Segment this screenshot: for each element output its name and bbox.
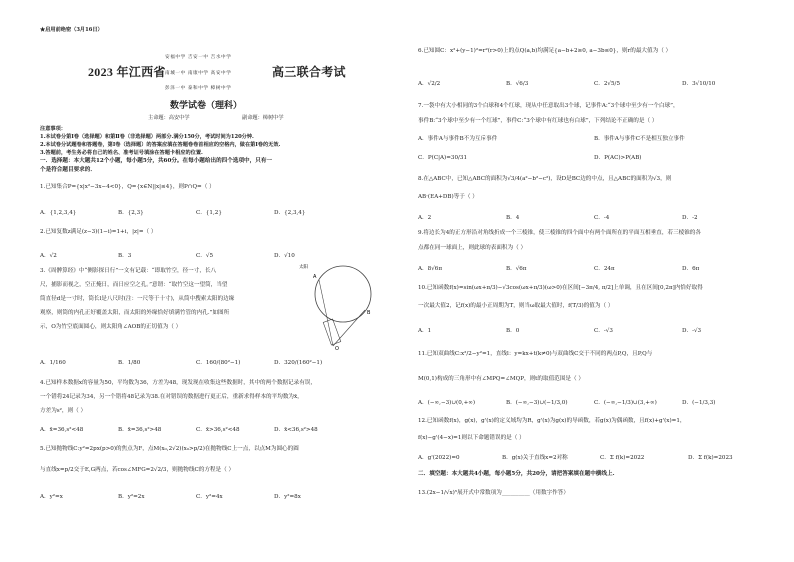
- q9-stem-line: 9.将边长为4的正方形沿对角线折成一个三棱锥，使三棱锥的四个面中有两个面所在的平面互相垂直，若三棱锥的各: [418, 230, 701, 236]
- q2-option-a: A．√2: [40, 253, 57, 259]
- q2-option-d: D．√10: [274, 253, 295, 259]
- q11-option-d: D．(−1/3,3): [682, 400, 716, 406]
- q10-option-a: A．1: [418, 328, 432, 334]
- q1-stem: 1.已知集合P={x|x²−3x−4<0}，Q={x∈N||x|≤4}，则P∩Q=（ ）: [40, 184, 215, 190]
- q7-option-a: A．事件A与事件B不为互斥事件: [418, 136, 498, 142]
- q4-stem-line: 一个错将24记录为34，另一个错将48记录为38.在对错误的数据进行更正后，重新求得样本的平均数为x̄，: [40, 394, 303, 400]
- q6-stem: 6.已知圆C：x²+(y−1)²=r²(r>0)上的点Q(a,b)均满足{a−b+2≥0, a−3b≤0}，则r的最大值为（ ）: [418, 48, 672, 54]
- q8-stem-line: 8.在△ABC中，已知△ABC的面积为√3/4(a²−b²−c²)，设D是BC边的中点，且△ABC的面积为√3，则: [418, 176, 672, 182]
- schools-line-1: 安福中学 吉安一中 吉水中学: [165, 55, 232, 60]
- left-column: [0, 0, 390, 562]
- q12-option-d: D．Σ f(k)=2023: [688, 455, 733, 461]
- q7-option-c: C．P(C|A)=30/31: [418, 155, 468, 161]
- q12-option-b: B．g(x)关于直线x=2对称: [502, 455, 568, 461]
- q7-stem-line: 7.一袋中有大小相同的3个白球和4个红球，现从中任意取出3个球，记事件A:“3个球中至少有一个白球”，: [418, 103, 679, 109]
- q10-stem-line: 一次最大值2，记f(x)的最小正周期为T，则当ω取最大值时，f(T/3)的值为（ ）: [418, 303, 614, 309]
- q4-stem-line: 方差为s²，则（ ）: [40, 408, 87, 414]
- q3-stem-line: 示，O为竹空底面圆心，则太阳角∠AOB的正切值为（ ）: [40, 324, 182, 330]
- q5-stem-line: 与直线x=p/2交于E,G两点，若cos∠MFG=2√2/3，则抛物线C的方程是（ ）: [40, 467, 235, 473]
- q2-option-c: C．√5: [196, 253, 213, 259]
- q3-option-c: C．160/(80²−1): [196, 360, 241, 366]
- q11-stem-line: M(0,1)构成的三角形中有∠MPQ=∠MQP，则t的取值范围是（ ）: [418, 376, 584, 382]
- q10-option-d: D．-√3: [682, 328, 702, 334]
- section2-heading: 二．填空题：本大题共4小题，每小题5分，共20分，请把答案填在题中横线上.: [418, 471, 615, 477]
- label-a: A: [313, 274, 317, 280]
- schools-line-3: 彭泽一中 泰和中学 樟树中学: [165, 86, 232, 91]
- proposer: 主命题：高安中学: [148, 115, 190, 121]
- q4-option-c: C．x̄>36,s²<48: [196, 427, 240, 433]
- section1-heading-1: 一．选择题：本大题共12个小题，每小题5分，共60分。在每小题给出的四个选项中，只有一: [40, 158, 273, 164]
- q6-option-c: C．2√5/5: [594, 81, 620, 87]
- co-proposer: 副命题：樟树中学: [242, 115, 284, 121]
- q1-option-b: B．{2,3}: [118, 210, 144, 216]
- q1-option-a: A．{1,2,3,4}: [40, 210, 77, 216]
- q6-option-d: D．3√10/10: [682, 81, 716, 87]
- q6-option-a: A．√2/2: [418, 81, 441, 87]
- label-o: O: [335, 346, 339, 352]
- q8-option-a: A．2: [418, 215, 432, 221]
- ray-right: [333, 310, 365, 346]
- q8-option-d: D．-2: [682, 215, 698, 221]
- q3-figure: [293, 262, 378, 350]
- q7-option-d: D．P(AC)>P(AB): [594, 155, 642, 161]
- q11-option-a: A．(−∞,−3)∪(0,+∞): [418, 400, 476, 406]
- q12-stem-line: f(x)−g'(4−x)=1则以下命题错误的是（ ）: [418, 435, 525, 441]
- ray-left: [319, 280, 333, 346]
- q3-option-a: A．1/160: [40, 360, 66, 366]
- q1-option-d: D．{2,3,4}: [274, 210, 306, 216]
- q5-stem-line: 5.已知抛物线C:y²=2px(p>0)的焦点为F，点M(x₀,2√2)(x₀>p/2)在抛物线C上一点，以点M为圆心的圆: [40, 446, 299, 452]
- q4-option-d: D．x̄<36,s²>48: [274, 427, 318, 433]
- q11-stem-line: 11.已知双曲线C:x²/2−y²=1，直线l：y=kx+t(k≠0)与双曲线C交于不同的两点P,Q，且P,Q与: [418, 351, 653, 357]
- q6-option-b: B．√6/3: [506, 81, 529, 87]
- q12-stem-line: 12.已知函数f(x)，g(x)，g'(x)的定义域均为R，g'(x)为g(x)的导函数，若g(x)为偶函数，且f(x)+g'(x)=1，: [418, 418, 686, 424]
- q5-option-a: A．y²=x: [40, 494, 63, 500]
- q10-option-b: B．0: [506, 328, 520, 334]
- exam-subtitle: 数学试卷（理科）: [170, 101, 243, 111]
- note-line-1: 1.本试卷分第Ⅰ卷（选择题）和第Ⅱ卷（非选择题）两部分.满分150分，考试时间为120分钟.: [40, 134, 254, 140]
- q3-option-b: B．1/80: [118, 360, 141, 366]
- right-column: [404, 0, 794, 562]
- q12-option-c: C．Σ f(k)=2022: [600, 455, 645, 461]
- sun-circle: [315, 266, 371, 322]
- exam-title-left: 2023 年江西省: [88, 65, 166, 79]
- q11-option-b: B．(−∞,−3)∪(−1/3,0): [506, 400, 568, 406]
- q13-stem: 13.(2x−1/√x)⁵展开式中常数项为__________（用数字作答）: [418, 490, 569, 496]
- notes-heading: 注意事项：: [40, 126, 66, 132]
- q8-option-b: B．4: [506, 215, 520, 221]
- exam-title-right: 高三联合考试: [272, 65, 346, 79]
- q9-option-a: A．8√6π: [418, 266, 442, 272]
- q9-stem-line: 点都在同一球面上，则此球的表面积为（ ）: [418, 245, 527, 251]
- q4-stem-line: 4.已知样本数据x的容量为50，平均数为36，方差为48，现发现在收集这些数据时，其中的两个数据记录有误，: [40, 380, 316, 386]
- q1-option-c: C．{1,2}: [196, 210, 222, 216]
- q3-option-d: D．320/(160²−1): [274, 360, 323, 366]
- label-b: B: [367, 310, 371, 316]
- q4-option-a: A．x̄=36,s²<48: [40, 427, 84, 433]
- q5-option-c: C．y²=4x: [196, 494, 223, 500]
- q3-stem-line: 观察，则筒的内孔正好覆盖太阳，而太阳的外缘恰好填满竹管的内孔.”如图所: [40, 310, 230, 316]
- sun-tube-diagram: [293, 262, 378, 350]
- q11-option-c: C．(−∞,−1/3)∪(3,+∞): [594, 400, 657, 406]
- q2-stem: 2.已知复数z满足(z−3)(1−i)=1+i，|z|=（ ）: [40, 229, 157, 235]
- q12-option-a: A．g'(2022)=0: [418, 455, 460, 461]
- q9-option-c: C．24π: [594, 266, 615, 272]
- section1-heading-2: 个是符合题目要求的．: [40, 167, 96, 173]
- q8-option-c: C．-4: [594, 215, 610, 221]
- q3-stem-line: 尺，捕影而视之，空正掩日，而日应空之孔。”意谓：“取竹空这一望筒，当望: [40, 282, 228, 288]
- q5-option-d: D．y²=8x: [274, 494, 301, 500]
- q4-option-b: B．x̄=36,s²>48: [118, 427, 162, 433]
- q9-option-d: D．6π: [682, 266, 700, 272]
- q3-stem-line: 筒直径d是一寸时，筒长l是八尺时(注：一尺等于十寸)，从筒中搜索太阳的边缘: [40, 296, 235, 302]
- q5-option-b: B．y²=2x: [118, 494, 145, 500]
- note-line-2: 2.本试卷分试题卷和答题卷，第Ⅰ卷（选择题）的答案应填在答题卷卷首相应的空格内，做在第Ⅰ卷的无效.: [40, 142, 281, 148]
- q7-stem-line: 事件B:“3个球中至少有一个红球”，事件C:“3个球中有红球也有白球”，下列结论不正确的是（ ）: [418, 118, 658, 124]
- q10-option-c: C．-√3: [594, 328, 613, 334]
- q7-option-b: B．事件A与事件C不是相互独立事件: [594, 136, 685, 142]
- q2-option-b: B．3: [118, 253, 132, 259]
- q9-option-b: B．√6π: [506, 266, 527, 272]
- q8-stem-line: AB·(EA+DB)等于（ ）: [418, 194, 478, 200]
- schools-line-2: 南城一中 南康中学 高安中学: [165, 71, 232, 76]
- q10-stem-line: 10.已知函数f(x)=sin(ωx+π/3)−√3cos(ωx+π/3)(ω>0)在区间[−3π/4, π/2]上单调，且在区间[0,2π]内恰好取得: [418, 285, 703, 291]
- q3-stem-line: 3.《周髀算经》中“侧影探日行”一文有记载：“即取竹空，径一寸，长八: [40, 268, 217, 274]
- note-line-3: 3.答题前，考生务必将自己的姓名、准考证号填涂在答题卡相应的位置.: [40, 150, 203, 156]
- secret-badge: ★启用前绝密（3月16日）: [40, 27, 103, 33]
- label-sun: 太阳: [299, 265, 308, 270]
